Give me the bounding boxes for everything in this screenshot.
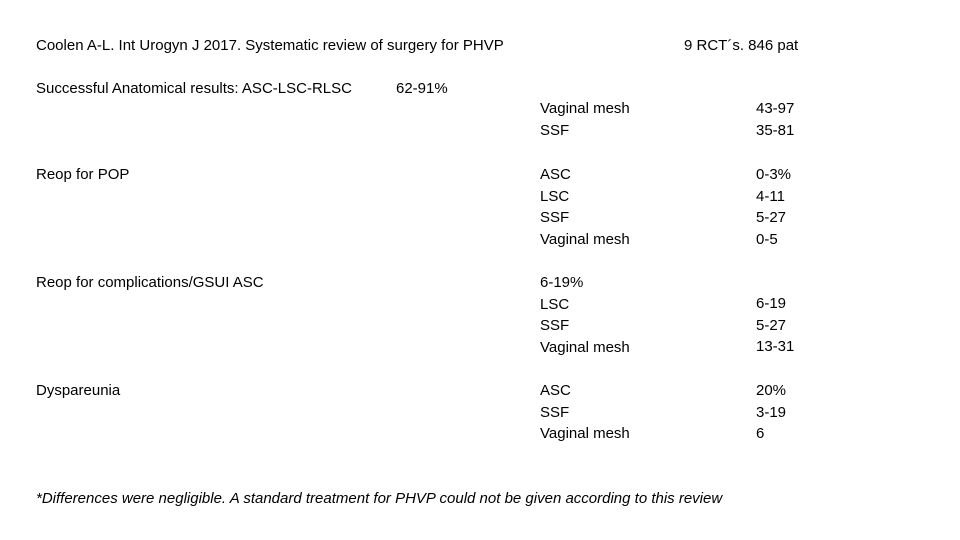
- value-item: 5-27: [756, 316, 787, 334]
- value-item: 3-19: [756, 403, 787, 421]
- procedure-item: Vaginal mesh: [540, 231, 630, 249]
- value-item: 13-31: [756, 338, 795, 356]
- procedure-item: LSC: [540, 187, 570, 205]
- value-item: 6-19: [756, 295, 787, 312]
- reop-complications-values: [756, 293, 794, 358]
- value-item: 43-97: [756, 100, 795, 117]
- value-item: 0-3%: [756, 166, 792, 183]
- reop-pop-label: Reop for POP: [36, 166, 130, 183]
- procedure-item: LSC: [540, 295, 570, 313]
- citation-title: Coolen A-L. Int Urogyn J 2017. Systematic review of surgery for PHVP: [36, 37, 504, 54]
- dyspareunia-label: Dyspareunia: [36, 382, 121, 399]
- procedure-item: SSF: [540, 209, 570, 227]
- reop-complications-label: Reop for complications/GSUI ASC: [36, 274, 264, 291]
- procedure-item: ASC: [540, 382, 571, 399]
- value-item: 6: [756, 425, 765, 443]
- procedure-item: SSF: [540, 121, 570, 139]
- procedure-item: SSF: [540, 317, 570, 335]
- procedure-item: Vaginal mesh: [540, 100, 630, 117]
- procedure-item: 6-19%: [540, 274, 584, 291]
- anatomical-procedures: [540, 98, 630, 141]
- value-item: 5-27: [756, 209, 787, 227]
- procedure-item: ASC: [540, 166, 571, 183]
- value-item: 20%: [756, 382, 787, 399]
- reop-pop-procedures: [540, 164, 630, 251]
- value-item: 4-11: [756, 187, 785, 205]
- procedure-item: Vaginal mesh: [540, 339, 630, 357]
- anatomical-results-range: 62-91%: [396, 80, 448, 97]
- footnote: *Differences were negligible. A standard treatment for PHVP could not be given according to this review: [36, 490, 723, 507]
- reop-pop-values: [756, 164, 791, 251]
- dyspareunia-values: [756, 380, 786, 445]
- anatomical-results-label: Successful Anatomical results: ASC-LSC-RLSC: [36, 80, 352, 97]
- procedure-item: Vaginal mesh: [540, 425, 630, 443]
- anatomical-values: [756, 98, 794, 141]
- reop-complications-procedures: [540, 272, 630, 359]
- value-item: 0-5: [756, 231, 778, 249]
- value-item: 35-81: [756, 121, 795, 139]
- procedure-item: SSF: [540, 403, 570, 421]
- dyspareunia-procedures: [540, 380, 630, 445]
- trials-count: 9 RCT´s. 846 pat: [684, 37, 799, 54]
